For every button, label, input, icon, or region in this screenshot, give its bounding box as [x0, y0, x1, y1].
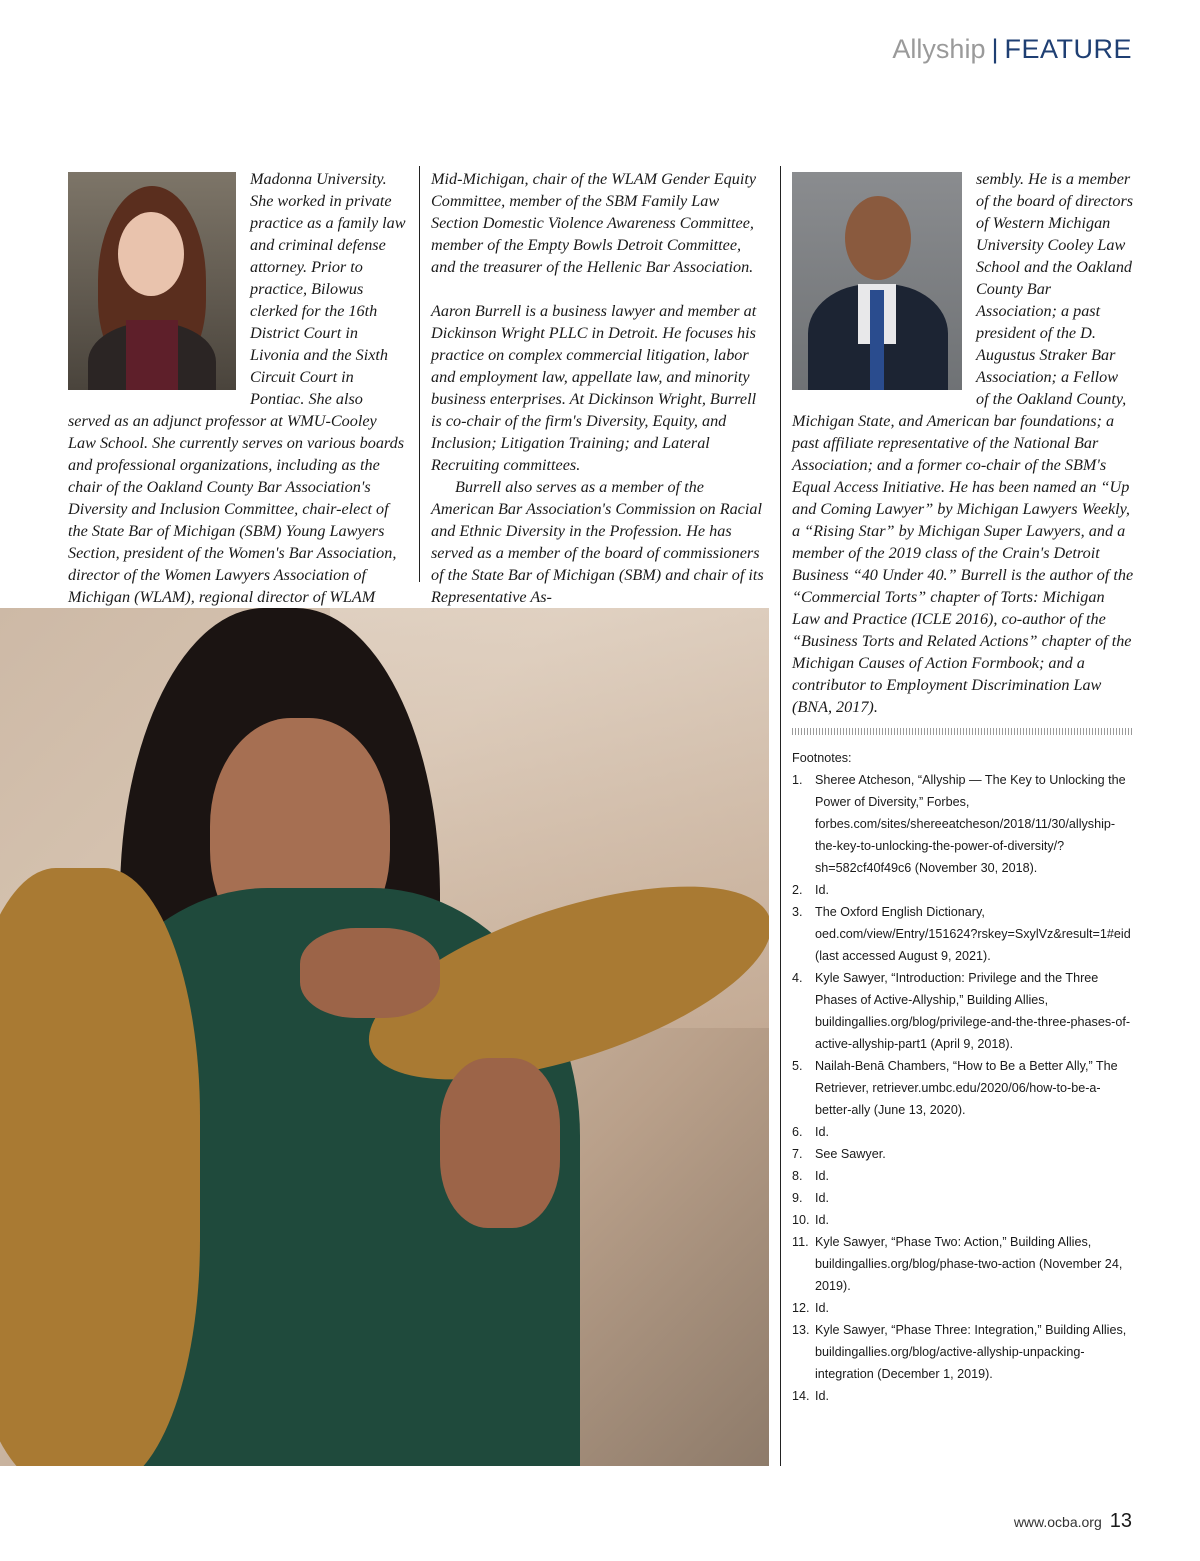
footnote-item: [792, 1165, 1134, 1187]
page-header: [892, 34, 1132, 65]
column-divider: [780, 166, 781, 1466]
footnote-text: Id.: [815, 1301, 830, 1315]
footnote-item: [792, 769, 1134, 879]
footnote-number: 8.: [792, 1169, 803, 1183]
column-2-paragraph-1: Mid-Michigan, chair of the WLAM Gender Equity Committee, member of the SBM Family Law Section Domestic Violence Awareness Committee, member of the Empty Bowls Detroit Committee, and the treasurer of the Hellenic Bar Association.: [431, 170, 757, 276]
footnote-item: [792, 901, 1134, 967]
column-2-paragraph-2: Aaron Burrell is a business lawyer and member at Dickinson Wright PLLC in Detroit. He focuses his practice on complex commercial litigation, labor and employment law, appellate law, and minority business enterprises. At Dickinson Wright, Burrell is co-chair of the firm's Diversity, Equity, and Inclusion; Litigation Training; and Lateral Recruiting committees.: [431, 302, 757, 474]
footnote-text: Id.: [815, 1213, 830, 1227]
footnote-number: 5.: [792, 1059, 803, 1073]
footnote-item: [792, 1385, 1134, 1407]
footnote-text: Kyle Sawyer, “Introduction: Privilege and the Three Phases of Active-Allyship,” Building Allies, buildingallies.org/blog/privilege-and-the-three-phases-of-active-allyship-part1 (April 9, 2018).: [815, 971, 1131, 1051]
footnote-number: 11.: [792, 1235, 809, 1249]
footnote-text: Kyle Sawyer, “Phase Two: Action,” Building Allies, buildingallies.org/blog/phase-two-action (November 24, 2019).: [815, 1235, 1123, 1293]
footnote-number: 7.: [792, 1147, 803, 1161]
footnote-text: Id.: [815, 883, 830, 897]
footnote-item: [792, 1297, 1134, 1319]
footnote-number: 4.: [792, 971, 803, 985]
footnote-text: Kyle Sawyer, “Phase Three: Integration,” Building Allies, buildingallies.org/blog/active-allyship-unpacking-integration (December 1, 2019).: [815, 1323, 1127, 1381]
portrait-photo-man: [792, 172, 962, 390]
column-2-paragraph-3: Burrell also serves as a member of the American Bar Association's Commission on Racial and Ethnic Diversity in the Profession. He has served as a member of the board of commissioners of the State Bar of Michigan (SBM) and chair of its Representative As-: [431, 478, 764, 606]
footnote-item: [792, 1121, 1134, 1143]
footnotes: [792, 747, 1134, 1407]
portrait-photo-woman: [68, 172, 236, 390]
footnote-number: 2.: [792, 883, 803, 897]
footnote-item: [792, 967, 1134, 1055]
footnote-text: Nailah-Benā Chambers, “How to Be a Better Ally,” The Retriever, retriever.umbc.edu/2020/06/how-to-be-a-better-ally (June 13, 2020).: [815, 1059, 1118, 1117]
column-1-paragraph: Madonna University. She worked in private practice as a family law and criminal defense attorney. Prior to practice, Bilowus clerked for the 16th District Court in Livonia and the Sixth Circuit Court in Pontiac. She also served as an adjunct professor at WMU-Cooley Law School. She currently serves on various boards and professional organizations, including as the chair of the Oakland County Bar Association's Diversity and Inclusion Committee, chair-elect of the State Bar of Michigan (SBM) Young Lawyers Section, president of the Women's Bar Association, director of the Women Lawyers Association of Michigan (WLAM), regional director of WLAM: [68, 170, 406, 606]
footnote-text: Id.: [815, 1169, 830, 1183]
footnote-number: 6.: [792, 1125, 803, 1139]
page-footer: [1014, 1510, 1132, 1533]
feature-label: FEATURE: [1004, 34, 1132, 64]
footnote-text: The Oxford English Dictionary, oed.com/view/Entry/151624?rskey=SxylVz&result=1#eid (last accessed August 9, 2021).: [815, 905, 1131, 963]
section-label: Allyship: [892, 34, 986, 64]
footnote-item: [792, 879, 1134, 901]
footnote-number: 1.: [792, 773, 803, 787]
footnote-item: [792, 1319, 1134, 1385]
footnote-item: [792, 1143, 1134, 1165]
article-column-2: [431, 168, 769, 608]
header-separator: |: [991, 34, 999, 64]
column-divider: [419, 166, 420, 582]
footnotes-heading: Footnotes:: [792, 751, 852, 765]
article-column-3: [792, 168, 1134, 718]
hug-photo: [0, 608, 769, 1466]
footnote-item: [792, 1187, 1134, 1209]
footnote-number: 10.: [792, 1213, 810, 1227]
footnote-item: [792, 1209, 1134, 1231]
site-url: www.ocba.org: [1013, 1514, 1102, 1530]
footnote-number: 12.: [792, 1301, 810, 1315]
footnotes-divider: [792, 728, 1134, 735]
footnote-item: [792, 1055, 1134, 1121]
column-3-paragraph: sembly. He is a member of the board of directors of Western Michigan University Cooley Law School and the Oakland County Bar Association; a past president of the D. Augustus Straker Bar Association; a Fellow of the Oakland County, Michigan State, and American bar foundations; a past affiliate representative of the National Bar Association; and a former co-chair of the SBM's Equal Access Initiative. He has been named an “Up and Coming Lawyer” by Michigan Lawyers Weekly, a “Rising Star” by Michigan Super Lawyers, and a member of the 2019 class of the Crain's Detroit Business “40 Under 40.” Burrell is the author of the “Commercial Torts” chapter of Torts: Michigan Law and Practice (ICLE 2016), co-author of the “Business Torts and Related Actions” chapter of the Michigan Causes of Action Formbook; and a contributor to Employment Discrimination Law (BNA, 2017).: [792, 170, 1134, 716]
footnote-number: 3.: [792, 905, 803, 919]
footnotes-list: [792, 769, 1134, 1407]
page-number: 13: [1109, 1510, 1132, 1532]
footnote-text: See Sawyer.: [815, 1147, 886, 1161]
footnote-number: 14.: [792, 1389, 810, 1403]
footnote-text: Id.: [815, 1191, 830, 1205]
footnote-text: Id.: [815, 1389, 830, 1403]
footnote-item: [792, 1231, 1134, 1297]
footnote-number: 9.: [792, 1191, 803, 1205]
footnote-number: 13.: [792, 1323, 810, 1337]
footnote-text: Sheree Atcheson, “Allyship — The Key to Unlocking the Power of Diversity,” Forbes, forbes.com/sites/shereeatcheson/2018/11/30/allyship-the-key-to-unlocking-the-power-of-diversity/?sh=582cf40f49c6 (November 30, 2018).: [815, 773, 1126, 875]
article-column-1: [68, 168, 408, 608]
footnote-text: Id.: [815, 1125, 830, 1139]
